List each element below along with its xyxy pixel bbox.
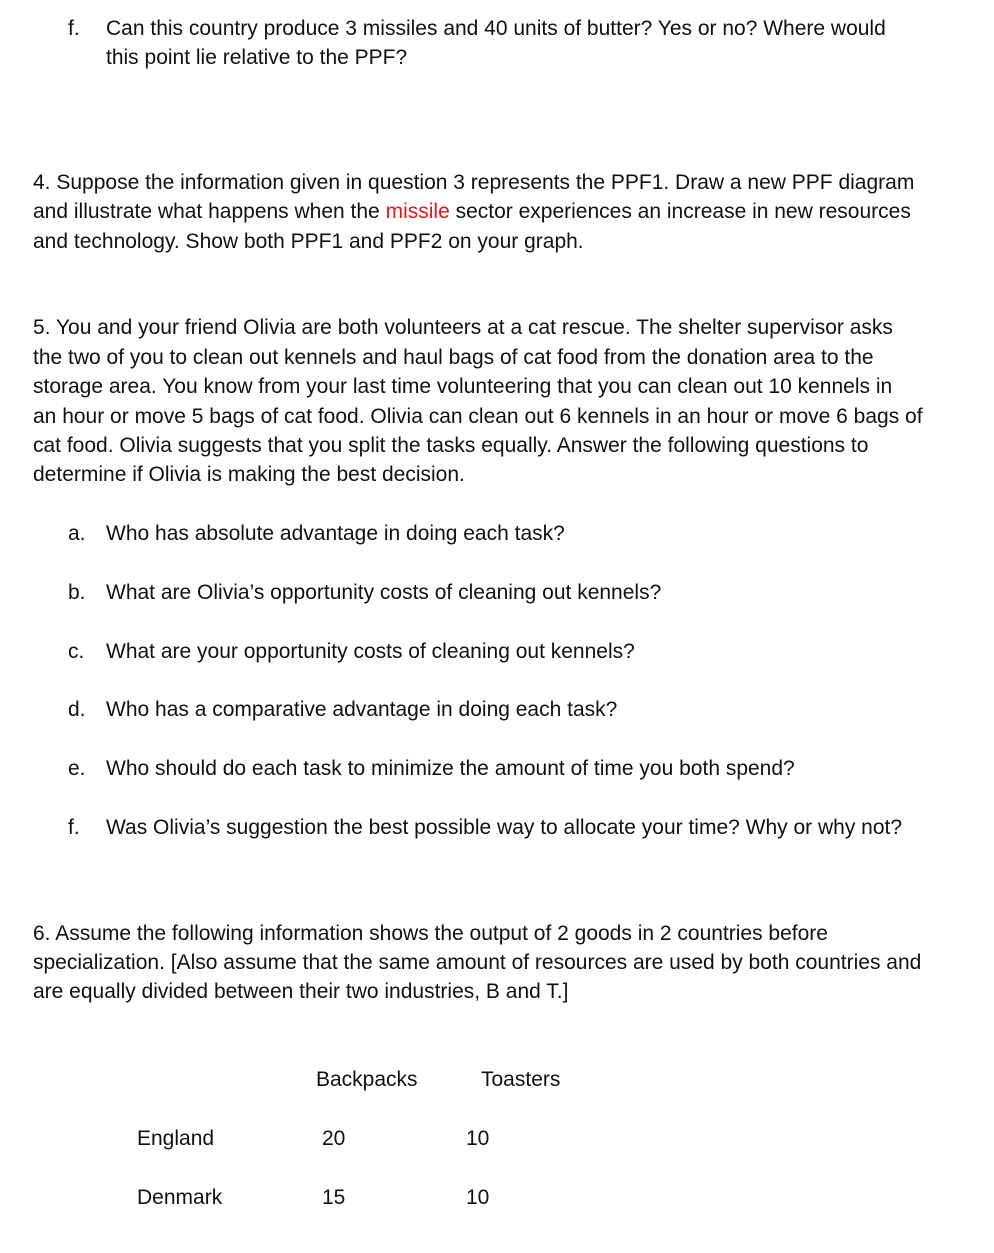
question-5-line: 5. You and your friend Olivia are both volunteers at a cat rescue. The shelter supervisor asks (33, 316, 893, 339)
toasters-cell: 10 (466, 1186, 490, 1209)
toasters-cell: 10 (466, 1127, 490, 1150)
question-4-line-3: and technology. Show both PPF1 and PPF2 on your graph. (33, 230, 584, 253)
question-6-line: specialization. [Also assume that the same amount of resources are used by both countries and (33, 951, 922, 974)
question-4-text-after: sector experiences an increase in new resources (449, 200, 911, 223)
column-header-backpacks: Backpacks (316, 1068, 418, 1091)
item-text: Was Olivia’s suggestion the best possible way to allocate your time? Why or why not? (106, 816, 903, 839)
question-5-line: an hour or move 5 bags of cat food. Olivia can clean out 6 kennels in an hour or move 6 bags of (33, 405, 923, 428)
backpacks-cell: 15 (322, 1186, 346, 1209)
item-label: e. (68, 757, 86, 780)
country-cell: England (137, 1127, 215, 1150)
question-4-line-1: 4. Suppose the information given in question 3 represents the PPF1. Draw a new PPF diagram (33, 171, 915, 194)
question-6-line: 6. Assume the following information shows the output of 2 goods in 2 countries before (33, 922, 828, 945)
column-header-toasters: Toasters (481, 1068, 561, 1091)
question-4-text-before: and illustrate what happens when the (33, 200, 386, 223)
item-text: Who should do each task to minimize the amount of time you both spend? (106, 757, 795, 780)
question-3f-line-2: this point lie relative to the PPF? (106, 46, 408, 69)
item-text: What are Olivia’s opportunity costs of cleaning out kennels? (106, 581, 662, 604)
item-label: c. (68, 640, 85, 663)
item-label: f. (68, 17, 80, 40)
item-label: f. (68, 816, 80, 839)
item-label: d. (68, 698, 86, 721)
backpacks-cell: 20 (322, 1127, 346, 1150)
item-text: What are your opportunity costs of cleaning out kennels? (106, 640, 635, 663)
item-label: a. (68, 522, 86, 545)
question-5-line: determine if Olivia is making the best decision. (33, 463, 465, 486)
highlighted-word-missile: missile (385, 200, 450, 223)
question-6-line: are equally divided between their two industries, B and T.] (33, 980, 569, 1003)
question-5-line: cat food. Olivia suggests that you split the tasks equally. Answer the following questions to (33, 434, 869, 457)
country-cell: Denmark (137, 1186, 223, 1209)
item-text: Who has a comparative advantage in doing each task? (106, 698, 618, 721)
item-text: Who has absolute advantage in doing each task? (106, 522, 565, 545)
question-3f-line-1: Can this country produce 3 missiles and 40 units of butter? Yes or no? Where would (106, 17, 886, 40)
question-4-line-2 (33, 197, 911, 227)
question-5-line: the two of you to clean out kennels and haul bags of cat food from the donation area to the (33, 346, 874, 369)
item-label: b. (68, 581, 86, 604)
question-5-line: storage area. You know from your last time volunteering that you can clean out 10 kennels in (33, 375, 893, 398)
